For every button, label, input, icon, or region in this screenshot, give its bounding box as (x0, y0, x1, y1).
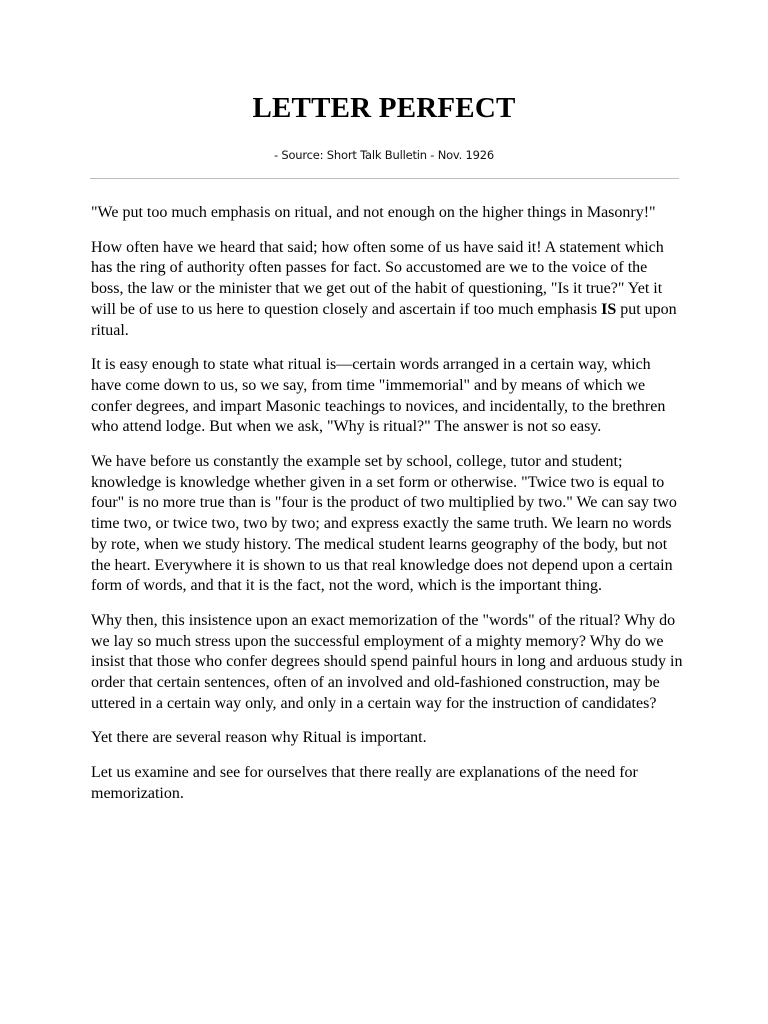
paragraph-4: We have before us constantly the example set by school, college, tutor and student; knowledge is knowledge whether given in a set form or otherwise. "Twice two is equal to four" is no more true than is "four is the product of two multiplied by two." We can say two time two, or twice two, two by two; and express exactly the same truth. We learn no words by rote, when we study history. The medical student learns geography of the body, but not the heart. Everywhere it is shown to us that real knowledge does not depend upon a certain form of words, and that it is the fact, not the word, which is the important thing. (91, 453, 677, 595)
horizontal-divider (90, 178, 679, 179)
document-title: LETTER PERFECT (252, 92, 516, 124)
paragraph-2 (91, 238, 683, 342)
paragraph-1: "We put too much emphasis on ritual, and not enough on the higher things in Masonry!" (91, 204, 656, 221)
article-body (91, 203, 683, 819)
paragraph-6: Yet there are several reason why Ritual is important. (91, 729, 427, 747)
paragraph-2-text: How often have we heard that said; how often some of us have said it! A statement which has the ring of authority often passes for fact. So accustomed are we to the voice of the boss, the law or the minister that we get out of the habit of questioning, "Is it true?" Yet it will be of use to us here to question closely and ascertain if too much emphasis (91, 238, 664, 318)
paragraph-5: Why then, this insistence upon an exact memorization of the "words" of the ritual? Why do we lay so much stress upon the successful employment of a mighty memory? Why do we insist that those who confer degrees should spend painful hours in long and arduous study in order that certain sentences, often of an involved and old-fashioned construction, may be uttered in a certain way only, and only in a certain way for the instruction of candidates? (91, 611, 683, 712)
paragraph-7: Let us examine and see for ourselves that there really are explanations of the need for memorization. (91, 764, 638, 802)
paragraph-2-end: put upon ritual. (91, 300, 677, 339)
source-line: - Source: Short Talk Bulletin - Nov. 1926 (273, 148, 495, 162)
emphasis-is: IS (601, 300, 617, 318)
paragraph-3: It is easy enough to state what ritual is—certain words arranged in a certain way, which have come down to us, so we say, from time "immemorial" and by means of which we confer degrees, and impart Masonic teachings to novices, and incidentally, to the brethren who attend lodge. But when we ask, "Why is ritual?" The answer is not so easy. (91, 356, 666, 436)
